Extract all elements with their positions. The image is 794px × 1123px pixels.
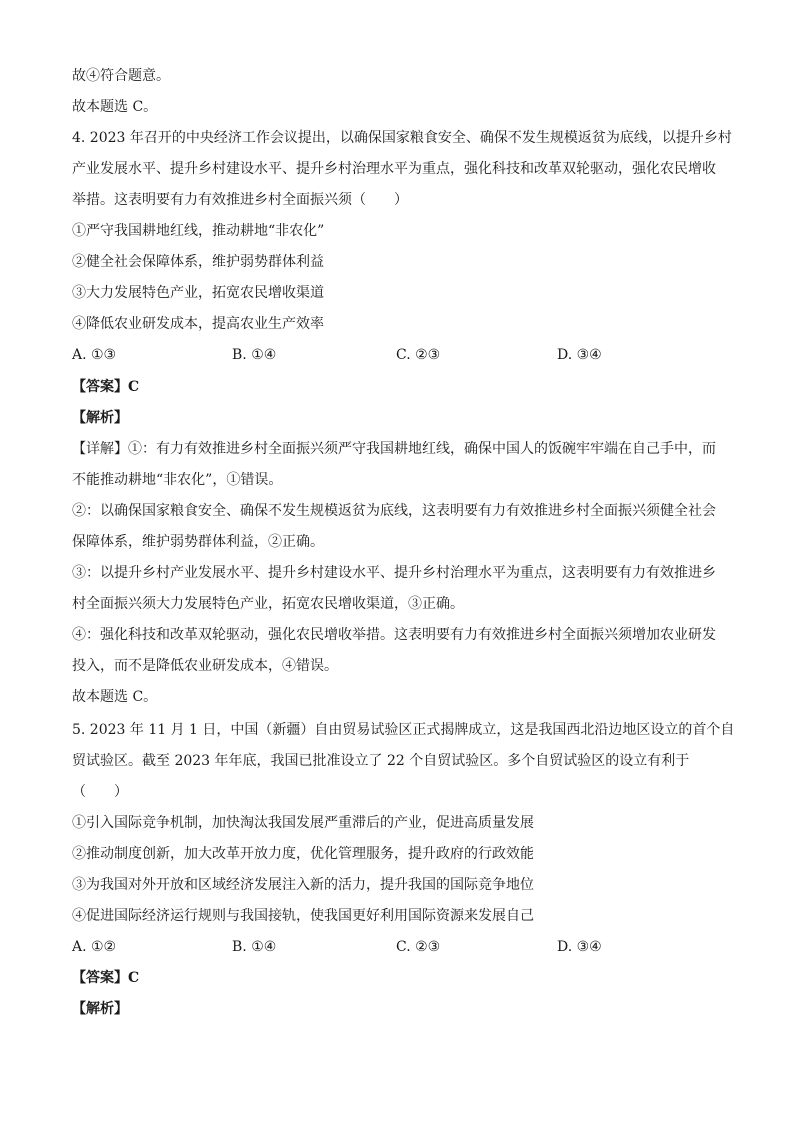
question-4-detail: 保障体系，维护弱势群体利益，②正确。 xyxy=(72,534,324,550)
question-4-stem: 产业发展水平、提升乡村建设水平、提升乡村治理水平为重点，强化科技和改革双轮驱动，强化农民增收 xyxy=(72,161,716,177)
question-5-item-3: ③为我国对外开放和区域经济发展注入新的活力，提升我国的国际竞争地位 xyxy=(72,877,534,893)
text-line: 故本题选 C。 xyxy=(72,99,158,115)
question-5-option-a: A. ①② xyxy=(72,939,117,955)
question-5-stem: 5. 2023 年 11 月 1 日，中国（新疆）自由贸易试验区正式揭牌成立，这是我国西北沿边地区设立的首个自 xyxy=(72,722,735,738)
question-4-item-3: ③大力发展特色产业，拓宽农民增收渠道 xyxy=(72,285,324,301)
question-4-detail: 投入，而不是降低农业研发成本，④错误。 xyxy=(72,658,338,674)
question-5-item-4: ④促进国际经济运行规则与我国接轨，使我国更好利用国际资源来发展自己 xyxy=(72,908,534,924)
question-4-stem: 4. 2023 年召开的中央经济工作会议提出，以确保国家粮食安全、确保不发生规模返贫为底线，以提升乡村 xyxy=(72,130,732,146)
question-4-item-4: ④降低农业研发成本，提高农业生产效率 xyxy=(72,316,324,332)
question-4-item-1: ①严守我国耕地红线，推动耕地“非农化” xyxy=(72,223,325,239)
question-4-option-d: D. ③④ xyxy=(557,347,602,363)
question-4-detail: ②：以确保国家粮食安全、确保不发生规模返贫为底线，这表明要有力有效推进乡村全面振兴须健全社会 xyxy=(72,503,716,519)
question-4-option-b: B. ①④ xyxy=(232,347,277,363)
question-5-option-b: B. ①④ xyxy=(232,939,277,955)
question-4-detail: ④：强化科技和改革双轮驱动，强化农民增收举措。这表明要有力有效推进乡村全面振兴须增加农业研发 xyxy=(72,627,716,643)
question-5-stem: 贸试验区。截至 2023 年年底，我国已批准设立了 22 个自贸试验区。多个自贸试验区的设立有利于 xyxy=(72,753,690,769)
question-4-option-a: A. ①③ xyxy=(72,347,117,363)
question-4-detail: 【详解】①：有力有效推进乡村全面振兴须严守我国耕地红线，确保中国人的饭碗牢牢端在自己手中，而 xyxy=(72,441,716,457)
text-line: 故④符合题意。 xyxy=(72,68,170,84)
question-5-option-c: C. ②③ xyxy=(396,939,441,955)
question-5-option-d: D. ③④ xyxy=(557,939,602,955)
question-4-detail: ③：以提升乡村产业发展水平、提升乡村建设水平、提升乡村治理水平为重点，这表明要有力有效推进乡 xyxy=(72,565,716,581)
question-4-stem: 举措。这表明要有力有效推进乡村全面振兴须（ ） xyxy=(72,192,408,208)
question-5-stem: （ ） xyxy=(72,784,128,800)
question-4-analysis-heading: 【解析】 xyxy=(72,410,128,426)
question-5-item-2: ②推动制度创新，加大改革开放力度，优化管理服务，提升政府的行政效能 xyxy=(72,846,534,862)
question-4-detail: 不能推动耕地“非农化”，①错误。 xyxy=(72,472,283,488)
question-4-item-2: ②健全社会保障体系，维护弱势群体利益 xyxy=(72,254,324,270)
question-5-analysis-heading: 【解析】 xyxy=(72,1001,128,1017)
question-5-item-1: ①引入国际竞争机制，加快淘汰我国发展严重滞后的产业，促进高质量发展 xyxy=(72,815,534,831)
question-4-option-c: C. ②③ xyxy=(396,347,441,363)
question-4-answer: 【答案】C xyxy=(72,379,140,395)
question-4-conclusion: 故本题选 C。 xyxy=(72,689,158,705)
question-4-detail: 村全面振兴须大力发展特色产业，拓宽农民增收渠道，③正确。 xyxy=(72,596,464,612)
question-5-answer: 【答案】C xyxy=(72,970,140,986)
